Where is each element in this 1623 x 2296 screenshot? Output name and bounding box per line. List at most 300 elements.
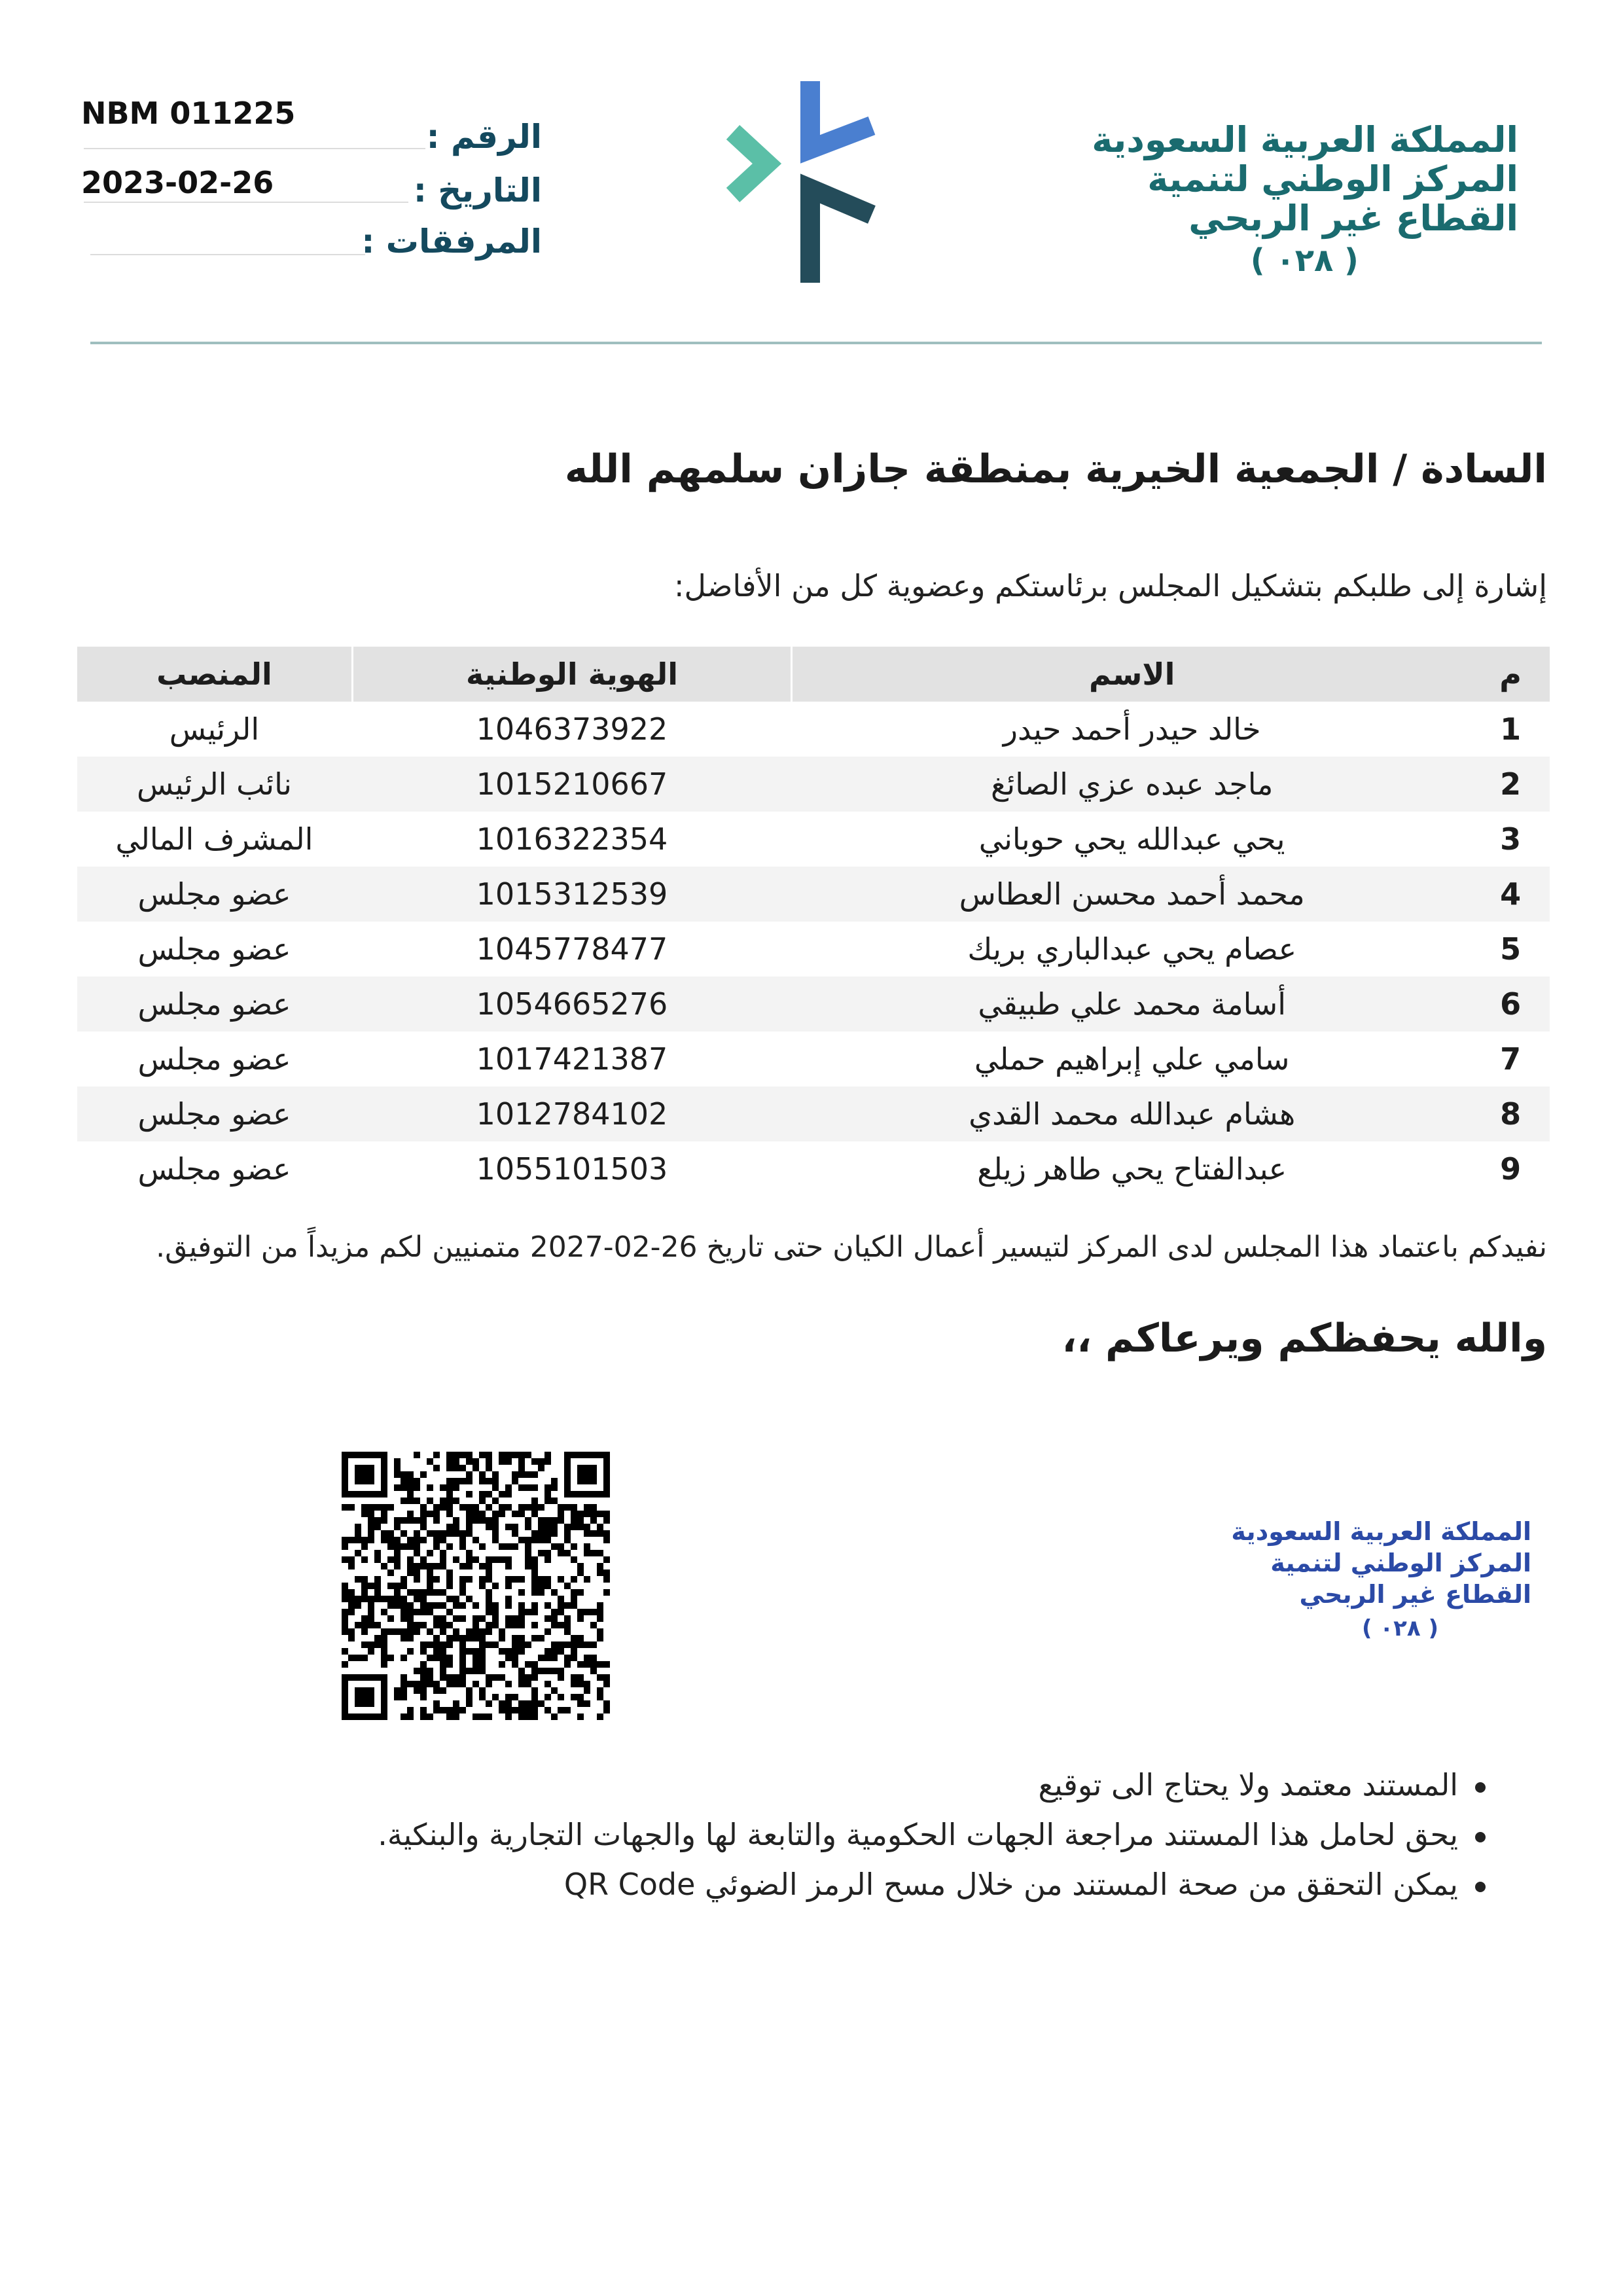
qr-module [394,1602,401,1609]
qr-module [544,1452,551,1458]
table-row [77,757,1550,812]
qr-module [348,1635,355,1641]
qr-module [361,1589,368,1596]
qr-module [505,1615,512,1622]
qr-finder-pattern [355,1465,374,1484]
qr-module [597,1615,603,1622]
qr-module [420,1511,427,1517]
qr-module [499,1661,505,1668]
qr-module [440,1648,446,1655]
header-separator [791,647,793,702]
qr-module [368,1648,374,1655]
qr-module [479,1498,486,1504]
qr-module [427,1681,433,1687]
qr-module [518,1504,525,1511]
qr-module [551,1687,558,1694]
qr-module [544,1530,551,1537]
qr-module [571,1602,577,1609]
qr-module [597,1661,603,1668]
qr-module [525,1707,531,1713]
qr-module [577,1674,584,1681]
qr-module [414,1530,420,1537]
cell-position: عضو مجلس [137,1096,291,1132]
qr-module [479,1628,486,1635]
qr-module [394,1628,401,1635]
qr-module [473,1661,479,1668]
qr-module [486,1452,492,1458]
qr-module [544,1707,551,1713]
qr-module [525,1661,531,1668]
qr-module [433,1602,440,1609]
qr-module [512,1615,518,1622]
qr-module [525,1550,531,1556]
qr-module [584,1641,590,1648]
qr-module [538,1550,544,1556]
qr-module [414,1484,420,1491]
qr-module [499,1648,505,1655]
qr-module [558,1550,564,1556]
qr-module [531,1589,538,1596]
qr-module [492,1615,499,1622]
qr-module [466,1668,473,1674]
qr-module [499,1511,505,1517]
qr-module [427,1641,433,1648]
qr-module [394,1543,401,1550]
qr-module [401,1471,407,1478]
qr-module [433,1655,440,1661]
qr-module [368,1609,374,1615]
qr-module [505,1713,512,1720]
qr-module [512,1511,518,1517]
qr-module [348,1609,355,1615]
cell-national-id: 1046373922 [476,711,668,747]
stamp-line-4: ( ٠٢٨ ) [1361,1615,1438,1641]
qr-module [361,1628,368,1635]
qr-module [531,1609,538,1615]
qr-module [492,1674,499,1681]
cell-national-id: 1045778477 [476,931,668,967]
qr-module [603,1700,610,1707]
qr-module [440,1641,446,1648]
qr-module [355,1655,361,1661]
qr-module [551,1655,558,1661]
qr-module [551,1668,558,1674]
qr-module [420,1471,427,1478]
qr-module [414,1596,420,1602]
qr-module [420,1589,427,1596]
qr-module [420,1609,427,1615]
qr-module [440,1687,446,1694]
qr-module [361,1615,368,1622]
qr-module [420,1596,427,1602]
qr-module [466,1478,473,1484]
qr-module [577,1694,584,1700]
qr-module [518,1471,525,1478]
qr-module [564,1622,571,1628]
qr-module [466,1471,473,1478]
intro-text: إشارة إلى طلبكم بتشكيل المجلس برئاستكم وعضوية كل من الأفاضل: [674,568,1547,603]
qr-module [551,1609,558,1615]
qr-module [590,1641,597,1648]
qr-module [584,1576,590,1583]
qr-module [387,1596,394,1602]
qr-module [505,1563,512,1570]
qr-module [440,1655,446,1661]
note-text: المستند معتمد ولا يحتاج الى توقيع [1038,1767,1458,1803]
qr-module [401,1530,407,1537]
qr-module [407,1681,414,1687]
qr-module [486,1596,492,1602]
qr-module [387,1615,394,1622]
qr-module [492,1524,499,1530]
qr-module [368,1583,374,1589]
qr-module [525,1484,531,1491]
qr-module [420,1661,427,1668]
qr-module [597,1570,603,1576]
qr-module [387,1556,394,1563]
qr-module [603,1576,610,1583]
qr-module [414,1498,420,1504]
qr-module [505,1484,512,1491]
qr-module [505,1458,512,1465]
qr-code [342,1452,610,1720]
qr-module [505,1681,512,1687]
qr-module [544,1556,551,1563]
qr-module [414,1550,420,1556]
table-row [77,812,1550,867]
qr-module [525,1700,531,1707]
qr-module [427,1498,433,1504]
qr-module [394,1484,401,1491]
qr-module [440,1622,446,1628]
qr-module [597,1635,603,1641]
qr-module [531,1576,538,1583]
qr-module [544,1628,551,1635]
qr-module [551,1589,558,1596]
qr-module [387,1602,394,1609]
qr-module [525,1641,531,1648]
qr-module [361,1655,368,1661]
qr-module [446,1641,453,1648]
qr-module [531,1563,538,1570]
qr-module [374,1517,381,1524]
qr-module [459,1478,466,1484]
qr-module [577,1635,584,1641]
qr-module [492,1517,499,1524]
note-text: يحق لحامل هذا المستند مراجعة الجهات الحكومية والتابعة لها والجهات التجارية والبنكية. [378,1817,1458,1852]
qr-module [427,1563,433,1570]
qr-module [603,1681,610,1687]
qr-module [368,1524,374,1530]
qr-module [479,1543,486,1550]
qr-module [486,1465,492,1471]
qr-module [407,1511,414,1517]
qr-module [433,1622,440,1628]
qr-module [446,1674,453,1681]
qr-module [420,1556,427,1563]
qr-module [394,1694,401,1700]
qr-module [486,1563,492,1570]
qr-module [446,1583,453,1589]
qr-module [440,1504,446,1511]
qr-module [473,1504,479,1511]
qr-module [603,1517,610,1524]
cell-position: نائب الرئيس [136,766,292,802]
qr-module [544,1491,551,1498]
qr-module [427,1589,433,1596]
qr-module [446,1596,453,1602]
qr-module [342,1596,348,1602]
qr-module [544,1537,551,1543]
qr-module [505,1707,512,1713]
qr-module [440,1668,446,1674]
qr-module [473,1622,479,1628]
qr-module [401,1596,407,1602]
qr-module [531,1556,538,1563]
qr-module [544,1694,551,1700]
qr-module [466,1530,473,1537]
bullet-icon [1475,1782,1486,1793]
qr-module [433,1537,440,1543]
qr-module [466,1491,473,1498]
qr-module [446,1609,453,1615]
qr-module [505,1524,512,1530]
qr-module [459,1661,466,1668]
qr-module [414,1681,420,1687]
qr-module [420,1648,427,1655]
qr-module [564,1583,571,1589]
qr-module [446,1713,453,1720]
qr-module [407,1491,414,1498]
table-row [77,702,1550,757]
qr-module [355,1602,361,1609]
qr-module [420,1694,427,1700]
qr-module [486,1524,492,1530]
qr-module [512,1622,518,1628]
qr-module [531,1458,538,1465]
logo-dark-mark [810,188,872,283]
qr-module [597,1628,603,1635]
qr-module [446,1484,453,1491]
qr-module [407,1478,414,1484]
qr-module [538,1583,544,1589]
qr-module [459,1504,466,1511]
qr-module [453,1628,459,1635]
qr-module [446,1465,453,1471]
qr-module [355,1537,361,1543]
qr-module [348,1589,355,1596]
qr-module [499,1674,505,1681]
qr-module [486,1713,492,1720]
qr-module [453,1458,459,1465]
qr-module [518,1589,525,1596]
qr-module [446,1458,453,1465]
qr-module [577,1615,584,1622]
attachments-underline [90,254,365,255]
qr-module [348,1596,355,1602]
qr-module [433,1530,440,1537]
qr-module [603,1589,610,1596]
qr-module [564,1550,571,1556]
cell-num: 1 [1500,711,1522,747]
cell-name: عبدالفتاح يحي طاهر زيلع [977,1151,1287,1187]
qr-module [368,1537,374,1543]
qr-module [486,1641,492,1648]
notes-list [177,1767,1486,1916]
qr-module [597,1609,603,1615]
qr-module [486,1504,492,1511]
qr-module [368,1641,374,1648]
qr-module [597,1713,603,1720]
qr-module [571,1504,577,1511]
qr-module [453,1596,459,1602]
qr-module [466,1452,473,1458]
qr-module [525,1504,531,1511]
qr-module [433,1681,440,1687]
qr-module [558,1517,564,1524]
qr-module [446,1707,453,1713]
qr-module [401,1498,407,1504]
qr-module [420,1687,427,1694]
qr-module [381,1609,387,1615]
qr-module [486,1491,492,1498]
cell-num: 5 [1500,931,1522,967]
org-line-2: المركز الوطني لتنمية [1147,158,1518,200]
qr-module [486,1570,492,1576]
qr-module [551,1530,558,1537]
qr-module [440,1498,446,1504]
qr-module [492,1602,499,1609]
qr-module [505,1576,512,1583]
qr-module [505,1655,512,1661]
qr-module [584,1661,590,1668]
qr-module [394,1556,401,1563]
qr-module [531,1537,538,1543]
stamp-line-2: المركز الوطني لتنمية [1270,1549,1531,1577]
qr-module [407,1615,414,1622]
qr-module [427,1609,433,1615]
qr-module [512,1576,518,1583]
qr-module [577,1570,584,1576]
qr-module [479,1491,486,1498]
qr-module [544,1517,551,1524]
qr-module [499,1543,505,1550]
qr-module [342,1661,348,1668]
qr-module [505,1602,512,1609]
qr-module [374,1641,381,1648]
qr-module [518,1668,525,1674]
qr-module [512,1524,518,1530]
qr-module [459,1465,466,1471]
qr-module [473,1511,479,1517]
qr-module [531,1602,538,1609]
qr-module [525,1681,531,1687]
qr-module [348,1556,355,1563]
qr-module [531,1707,538,1713]
qr-module [459,1635,466,1641]
qr-module [414,1609,420,1615]
qr-module [466,1648,473,1655]
qr-module [571,1694,577,1700]
qr-module [479,1655,486,1661]
qr-module [518,1484,525,1491]
qr-module [374,1550,381,1556]
qr-module [427,1530,433,1537]
qr-module [414,1563,420,1570]
qr-module [597,1563,603,1570]
table-row [77,1031,1550,1086]
qr-module [368,1504,374,1511]
qr-module [368,1530,374,1537]
qr-module [486,1517,492,1524]
qr-module [414,1517,420,1524]
qr-module [433,1504,440,1511]
qr-module [551,1713,558,1720]
qr-module [355,1622,361,1628]
qr-module [453,1615,459,1622]
qr-module [512,1471,518,1478]
qr-module [603,1570,610,1576]
cell-position: عضو مجلس [137,876,291,912]
qr-module [459,1615,466,1622]
qr-module [433,1700,440,1707]
qr-module [525,1609,531,1615]
qr-module [603,1707,610,1713]
qr-module [538,1524,544,1530]
qr-module [440,1563,446,1570]
qr-module [440,1674,446,1681]
qr-module [342,1589,348,1596]
qr-module [473,1655,479,1661]
qr-module [420,1668,427,1674]
qr-module [446,1622,453,1628]
qr-module [518,1641,525,1648]
qr-module [479,1511,486,1517]
qr-module [446,1635,453,1641]
qr-module [401,1687,407,1694]
qr-module [518,1609,525,1615]
qr-module [558,1609,564,1615]
qr-module [492,1471,499,1478]
qr-module [433,1635,440,1641]
qr-module [466,1550,473,1556]
qr-module [531,1504,538,1511]
qr-module [420,1524,427,1530]
qr-module [531,1498,538,1504]
qr-module [433,1589,440,1596]
qr-module [590,1511,597,1517]
qr-module [531,1511,538,1517]
qr-module [401,1681,407,1687]
qr-module [512,1694,518,1700]
qr-module [518,1458,525,1465]
qr-module [440,1661,446,1668]
qr-module [427,1511,433,1517]
qr-module [440,1615,446,1622]
qr-module [531,1687,538,1694]
qr-module [590,1504,597,1511]
column-header-num: م [1499,656,1522,692]
cell-national-id: 1015312539 [476,876,668,912]
qr-module [361,1596,368,1602]
qr-module [394,1458,401,1465]
qr-module [420,1707,427,1713]
qr-module [544,1681,551,1687]
qr-module [440,1628,446,1635]
qr-module [544,1576,551,1583]
qr-module [571,1635,577,1641]
qr-module [479,1583,486,1589]
